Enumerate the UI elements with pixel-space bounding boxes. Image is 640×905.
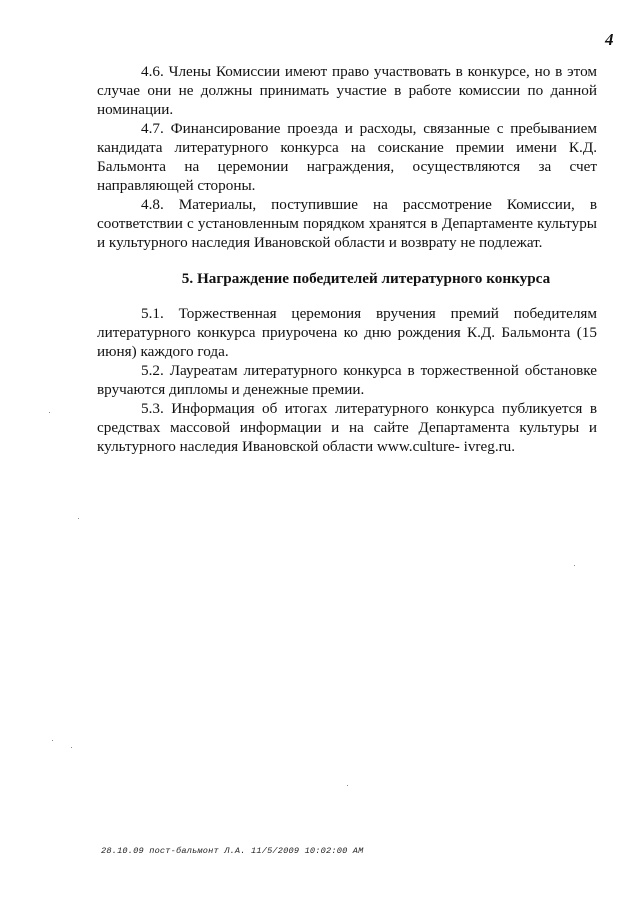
section-5-heading: 5. Награждение победителей литературного конкурса — [181, 270, 551, 287]
paragraph-5-2: 5.2. Лауреатам литературного конкурса в торжественной обстановке вручаются дипломы и денежные премии. — [97, 362, 597, 398]
document-footer: 28.10.09 пост-бальмонт Л.А. 11/5/2009 10:02:00 AM — [101, 846, 364, 856]
paragraph-4-8: 4.8. Материалы, поступившие на рассмотрение Комиссии, в соответствии с установленным порядком хранятся в Департаменте культуры и культурного наследия Ивановской области и возврату не подлежат. — [97, 196, 597, 251]
scan-speck — [49, 412, 50, 413]
page-number: 4 — [605, 30, 614, 49]
paragraph-5-3: 5.3. Информация об итогах литературного конкурса публикуется в средствах массовой информации и на сайте Департамента культуры и культурного наследия Ивановской области www.culture- ivreg.ru. — [97, 400, 597, 455]
paragraph-4-6: 4.6. Члены Комиссии имеют право участвовать в конкурсе, но в этом случае они не должны принимать участие в работе комиссии по данной номинации. — [97, 63, 597, 118]
scan-speck — [78, 518, 79, 519]
scan-speck — [52, 740, 53, 741]
document-body — [97, 62, 597, 456]
scan-speck — [71, 747, 72, 748]
paragraph-4-7: 4.7. Финансирование проезда и расходы, связанные с пребыванием кандидата литературного конкурса на соискание премии имени К.Д. Бальмонта на церемонии награждения, осуществляются за счет направляющей стороны. — [97, 120, 597, 194]
scan-speck — [574, 565, 575, 566]
scan-speck — [347, 785, 348, 786]
paragraph-5-1: 5.1. Торжественная церемония вручения премий победителям литературного конкурса приурочена ко дню рождения К.Д. Бальмонта (15 июня) каждого года. — [97, 305, 597, 360]
